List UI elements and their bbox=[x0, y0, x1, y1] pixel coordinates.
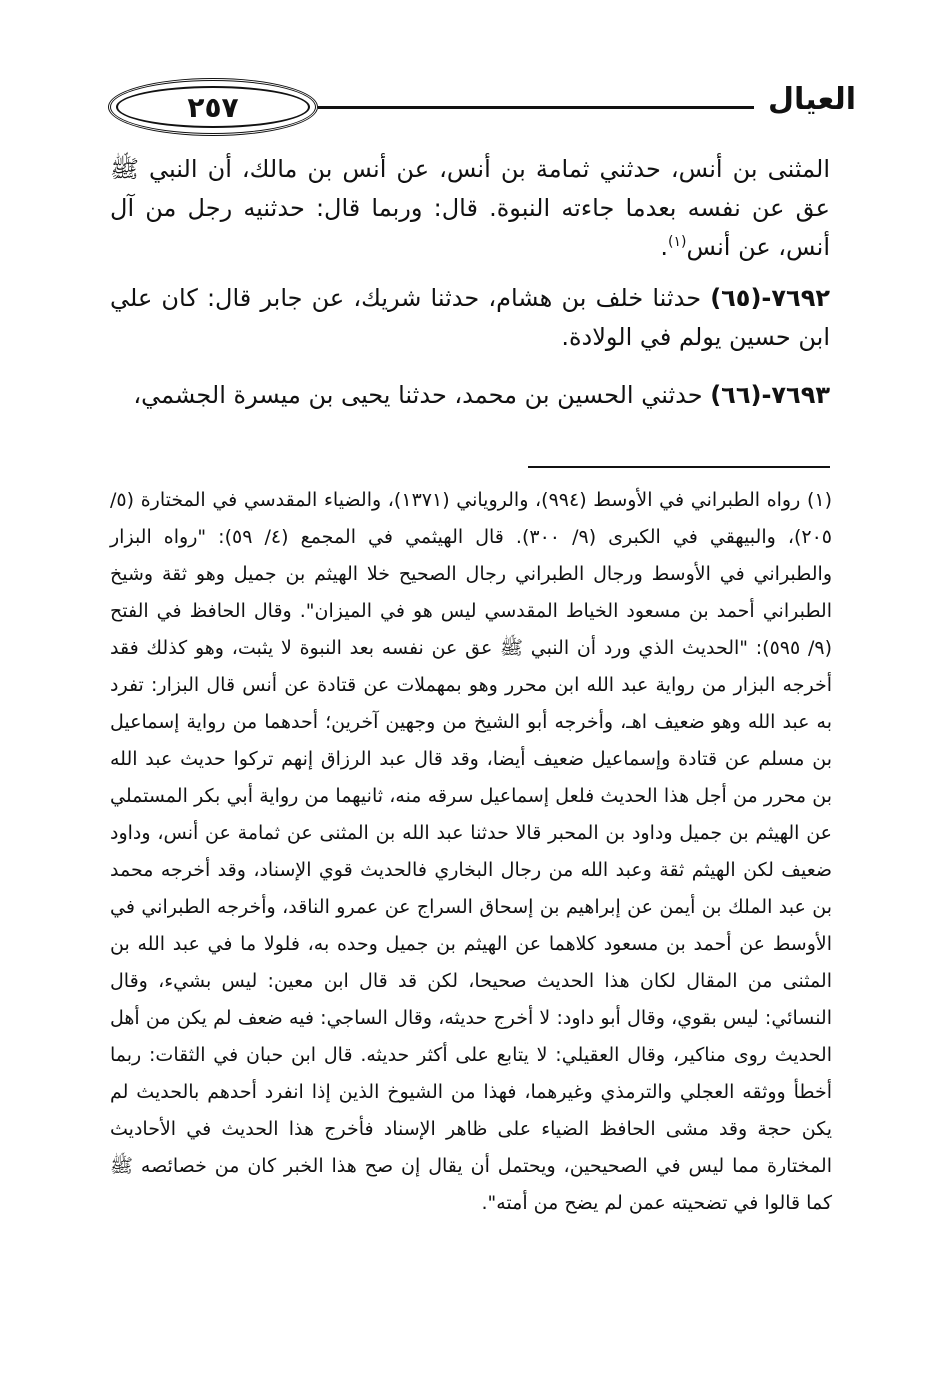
main-text bbox=[110, 150, 830, 434]
footnote-ref-1: (١) bbox=[668, 234, 687, 250]
paragraph-1-text: المثنى بن أنس، حدثني ثمامة بن أنس، عن أنس بن مالك، أن النبي ﷺ عق عن نفسه بعدما جاءته النبوة. قال: وربما قال: حدثنيه رجل من آل أنس، عن أنس bbox=[110, 155, 830, 261]
hadith-text: حدثنا خلف بن هشام، حدثنا شريك، عن جابر قال: كان علي ابن حسين يولم في الولادة. bbox=[110, 284, 830, 351]
hadith-number: ٧٦٩٢-(٦٥) bbox=[710, 284, 830, 312]
page-header bbox=[108, 78, 856, 138]
header-divider bbox=[318, 106, 754, 109]
footnotes bbox=[110, 482, 832, 1222]
hadith-text: حدثني الحسين بن محمد، حدثنا يحيى بن ميسرة الجشمي، bbox=[133, 381, 703, 409]
footnote-1: (١) رواه الطبراني في الأوسط (٩٩٤)، والروياني (١٣٧١)، والضياء المقدسي في المختارة (٥/ ٢٠٥)، والبيهقي في الكبرى (٩/ ٣٠٠). قال الهيثمي في المجمع (٤/ ٥٩): "رواه البزار والطبراني في الأوسط ورجال الطبراني رجال الصحيح خلا الهيثم بن جميل وهو ثقة وشيخ الطبراني أحمد بن مسعود الخياط المقدسي ليس هو في الميزان". وقال الحافظ في الفتح (٩/ ٥٩٥): "الحديث الذي ورد أن النبي ﷺ عق عن نفسه بعد النبوة لا يثبت، وهو كذلك فقد أخرجه البزار من رواية عبد الله ابن محرر وهو بمهملات عن قتادة عن أنس قال البزار: تفرد به عبد الله وهو ضعيف اهـ، وأخرجه أبو الشيخ من وجهين آخرين؛ أحدهما من رواية إسماعيل بن مسلم عن قتادة وإسماعيل ضعيف أيضا، وقد قال عبد الرزاق إنهم تركوا حديث عبد الله بن محرر من أجل هذا الحديث فلعل إسماعيل سرقه منه، ثانيهما من رواية أبي بكر المستملي عن الهيثم بن جميل وداود بن المحبر قالا حدثنا عبد الله بن المثنى عن ثمامة عن أنس، وداود ضعيف لكن الهيثم ثقة وعبد الله من رجال البخاري فالحديث قوي الإسناد، وقد أخرجه محمد بن عبد الملك بن أيمن عن إبراهيم بن إسحاق السراج عن عمرو الناقد، وأخرجه الطبراني في الأوسط عن أحمد بن مسعود كلاهما عن الهيثم بن جميل وحده به، فلولا ما في عبد الله بن المثنى من المقال لكان هذا الحديث صحيحا، لكن قد قال ابن معين: ليس بشيء، وقال النسائي: ليس بقوي، وقال أبو داود: لا أخرج حديثه، وقال الساجي: فيه ضعف لم يكن من أهل الحديث روى مناكير، وقال العقيلي: لا يتابع على أكثر حديثه. قال ابن حبان في الثقات: ربما أخطأ ووثقه العجلي والترمذي وغيرهما، فهذا من الشيوخ الذين إذا انفرد أحدهم بالحديث لم يكن حجة وقد مشى الحافظ الضياء على ظاهر الإسناد فأخرج هذا الحديث في الأحاديث المختارة مما ليس في الصحيحين، ويحتمل أن يقال إن صح هذا الخبر كان من خصائصه ﷺ كما قالوا في تضحيته عمن لم يضح من أمته". bbox=[110, 489, 833, 1214]
hadith-7692 bbox=[110, 279, 830, 357]
paragraph-1-end: . bbox=[660, 233, 669, 261]
footnote-separator bbox=[528, 466, 830, 468]
hadith-7693 bbox=[110, 376, 830, 415]
chapter-title: العيال bbox=[767, 82, 856, 117]
page-number: ٢٥٧ bbox=[187, 90, 239, 124]
page-number-frame bbox=[108, 78, 318, 136]
paragraph-1 bbox=[110, 150, 830, 267]
hadith-number: ٧٦٩٣-(٦٦) bbox=[710, 381, 830, 409]
